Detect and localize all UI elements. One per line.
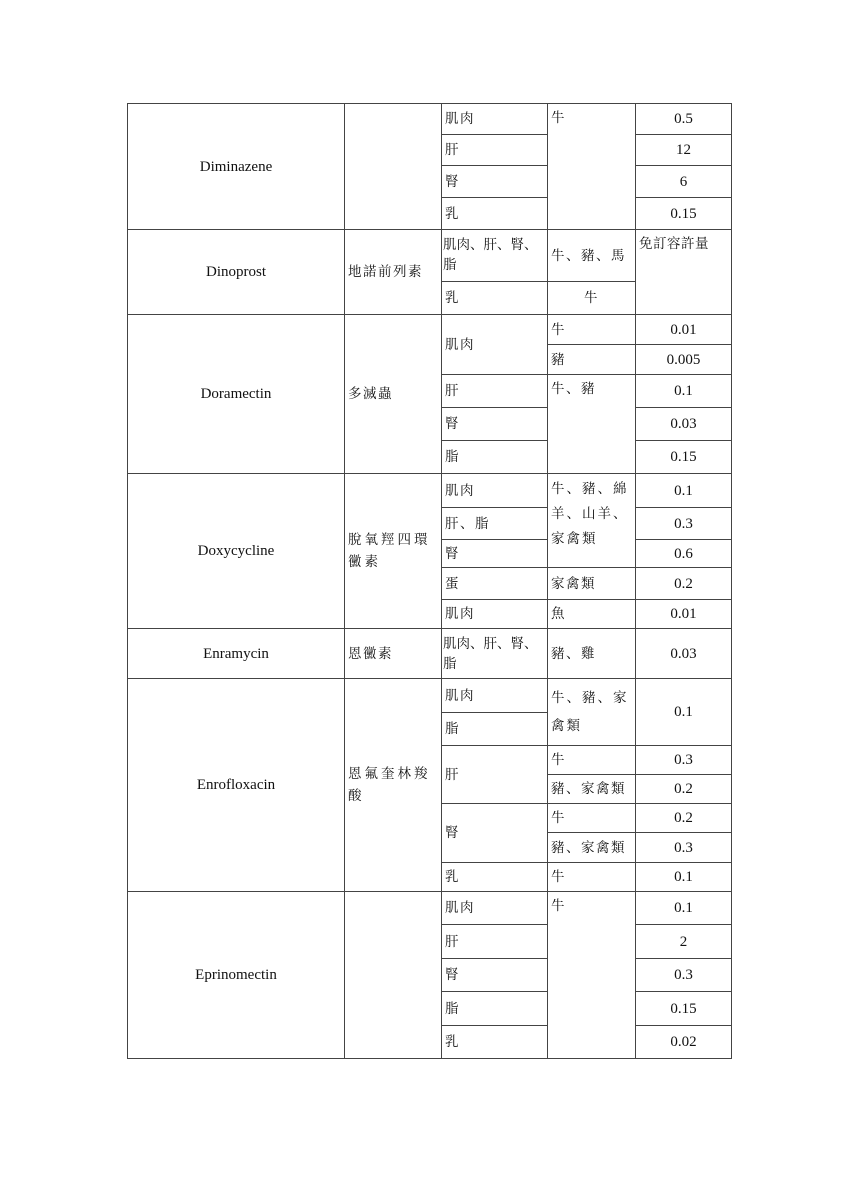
tissue: 乳 (445, 290, 460, 306)
drug-name: Enramycin (203, 645, 269, 662)
species: 牛 (551, 110, 566, 126)
chinese-name: 地諾前列素 (348, 264, 423, 280)
limit-value: 0.1 (674, 704, 693, 720)
limit-value: 0.01 (670, 606, 697, 622)
species: 牛、豬、綿羊、山羊、家禽類 (551, 481, 629, 547)
limit-value: 0.2 (674, 810, 693, 826)
limit-value: 0.1 (674, 383, 693, 399)
tissue: 腎 (445, 545, 460, 562)
tissue: 肌肉、肝、腎、脂 (443, 635, 538, 672)
limit-value: 0.3 (674, 967, 693, 983)
tissue: 肌肉 (445, 900, 475, 916)
limit-value: 免訂容許量 (639, 236, 709, 252)
tissue: 肌肉、肝、腎、脂 (443, 237, 538, 273)
species: 牛、豬、家禽類 (551, 690, 629, 734)
species: 牛 (584, 290, 599, 306)
tissue: 腎 (445, 173, 460, 190)
species: 牛 (551, 752, 566, 768)
tissue: 肌肉 (445, 336, 475, 353)
limit-value: 0.3 (674, 752, 693, 768)
species: 牛、豬、馬 (551, 247, 626, 264)
tissue: 蛋 (445, 575, 460, 592)
tissue: 肝 (445, 383, 460, 399)
species: 家禽類 (551, 575, 596, 592)
tissue: 脂 (445, 1000, 460, 1017)
species: 牛 (551, 869, 566, 885)
tissue: 肌肉 (445, 687, 475, 704)
limit-value: 0.1 (674, 869, 693, 885)
limit-value: 0.15 (670, 1000, 697, 1017)
drug-name: Dinoprost (206, 264, 266, 280)
tissue: 脂 (445, 449, 460, 465)
species: 牛 (551, 898, 566, 914)
tissue: 腎 (445, 967, 460, 983)
limit-value: 0.02 (670, 1034, 697, 1050)
chinese-name: 多滅蟲 (348, 386, 393, 402)
tissue: 肝 (445, 933, 460, 950)
limit-value: 0.2 (674, 781, 693, 797)
limit-value: 0.01 (670, 321, 697, 338)
chinese-name (345, 892, 441, 1058)
limit-value: 0.15 (670, 449, 697, 465)
limit-value: 12 (676, 142, 691, 158)
drug-name: Enrofloxacin (196, 777, 276, 793)
tissue: 乳 (445, 869, 460, 885)
limit-value: 0.6 (674, 545, 693, 562)
tissue: 肌肉 (445, 111, 475, 127)
limit-value: 0.15 (670, 205, 697, 222)
tissue: 肝、脂 (445, 515, 490, 532)
drug-name: Diminazene (199, 158, 273, 175)
tissue: 肝 (445, 766, 460, 783)
tissue: 腎 (445, 825, 460, 841)
tissue: 乳 (445, 1034, 460, 1050)
limit-value: 0.1 (674, 900, 693, 916)
tissue: 乳 (445, 205, 460, 222)
species: 豬、家禽類 (551, 781, 626, 797)
species: 豬、雞 (551, 645, 596, 662)
limit-value: 0.03 (670, 416, 697, 432)
chinese-name: 恩黴素 (348, 645, 393, 662)
species: 牛 (551, 321, 566, 338)
limit-value: 0.1 (674, 482, 693, 499)
limit-value: 6 (679, 173, 688, 190)
limit-value: 2 (679, 933, 688, 950)
chinese-name (345, 104, 441, 229)
species: 牛、豬 (551, 381, 596, 397)
limit-value: 0.3 (674, 839, 693, 856)
limit-value: 0.3 (674, 515, 693, 532)
chinese-name: 恩氟奎林羧酸 (348, 766, 431, 804)
tissue: 肝 (445, 142, 460, 158)
limit-value: 0.03 (670, 645, 697, 662)
tissue: 肌肉 (445, 482, 475, 499)
drug-name: Eprinomectin (195, 967, 277, 983)
species: 魚 (551, 606, 566, 622)
tissue: 腎 (445, 416, 460, 432)
species: 豬 (551, 351, 566, 368)
drug-name: Doxycycline (197, 543, 275, 559)
species: 牛 (551, 810, 566, 826)
drug-name: Doramectin (200, 386, 272, 402)
limit-value: 0.5 (674, 111, 693, 127)
tissue: 脂 (445, 721, 460, 737)
chinese-name: 脫氧羥四環黴素 (348, 532, 431, 570)
limit-value: 0.2 (674, 575, 693, 592)
tissue: 肌肉 (445, 606, 475, 622)
limit-value: 0.005 (666, 351, 701, 368)
species: 豬、家禽類 (551, 839, 626, 856)
